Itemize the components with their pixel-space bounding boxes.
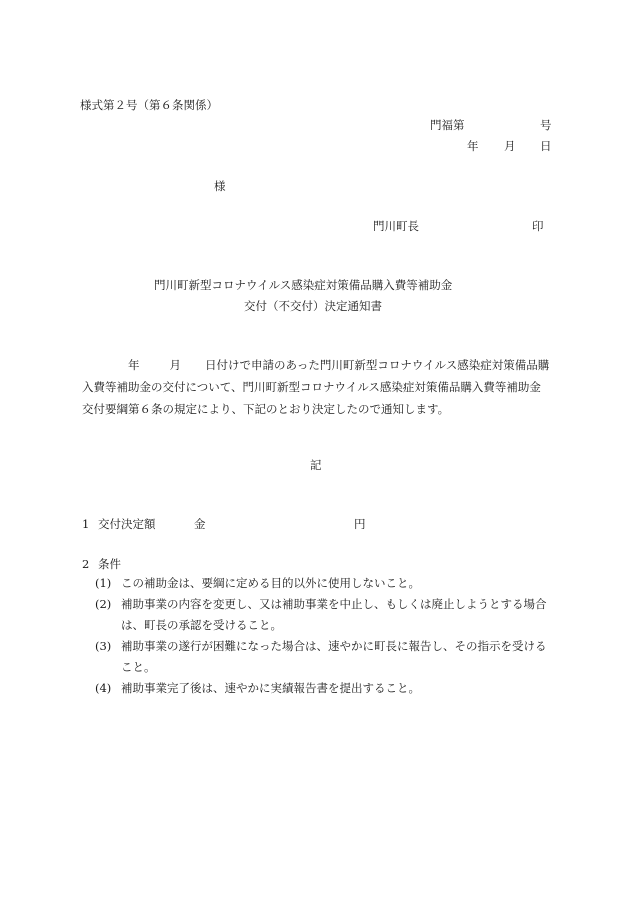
form-label: 様式第２号（第６条関係） <box>80 98 218 112</box>
body-month: 月 <box>169 358 181 372</box>
condition-1 <box>95 573 555 594</box>
body-text: 日付けで申請のあった門川町新型コロナウイルス感染症対策備品購入費等補助金の交付について、門川町新型コロナウイルス感染症対策備品購入費等補助金交付要綱第６条の規定により、下記のとおり決定したので通知します。 <box>82 358 550 416</box>
condition-1-text: この補助金は、要綱に定める目的以外に使用しないこと。 <box>121 576 420 590</box>
condition-1-number: (1) <box>95 576 112 590</box>
issuer-title: 門川町長 <box>373 219 419 233</box>
document-title-line2: 交付（不交付）決定通知書 <box>244 299 382 313</box>
doc-number-suffix: 号 <box>540 118 552 132</box>
ki-heading: 記 <box>310 458 322 472</box>
addressee-suffix: 様 <box>214 179 226 193</box>
condition-2 <box>95 594 555 636</box>
item2-label: 条件 <box>98 557 121 571</box>
body-paragraph <box>82 354 552 420</box>
body-year: 年 <box>128 358 140 372</box>
date-day: 日 <box>540 139 552 153</box>
document-title-line1: 門川町新型コロナウイルス感染症対策備品購入費等補助金 <box>154 278 453 292</box>
item2-number: 2 <box>82 557 90 571</box>
condition-4-text: 補助事業完了後は、速やかに実績報告書を提出すること。 <box>121 681 420 695</box>
date-year: 年 <box>467 139 479 153</box>
condition-3-text: 補助事業の遂行が困難になった場合は、速やかに町長に報告し、その指示を受けること。 <box>121 639 547 674</box>
condition-4 <box>95 678 555 699</box>
condition-3 <box>95 636 555 678</box>
condition-4-number: (4) <box>95 681 112 695</box>
item1-yen: 円 <box>354 517 366 531</box>
condition-2-text: 補助事業の内容を変更し、又は補助事業を中止し、もしくは廃止しようとする場合は、町長の承認を受けること。 <box>121 597 547 632</box>
date-month: 月 <box>504 139 516 153</box>
item1-label: 交付決定額 <box>98 517 156 531</box>
doc-number-prefix: 門福第 <box>430 118 465 132</box>
item1-number: 1 <box>82 517 90 531</box>
item1-kin: 金 <box>194 517 206 531</box>
seal-mark: 印 <box>532 219 544 233</box>
condition-2-number: (2) <box>95 597 112 611</box>
condition-3-number: (3) <box>95 639 112 653</box>
